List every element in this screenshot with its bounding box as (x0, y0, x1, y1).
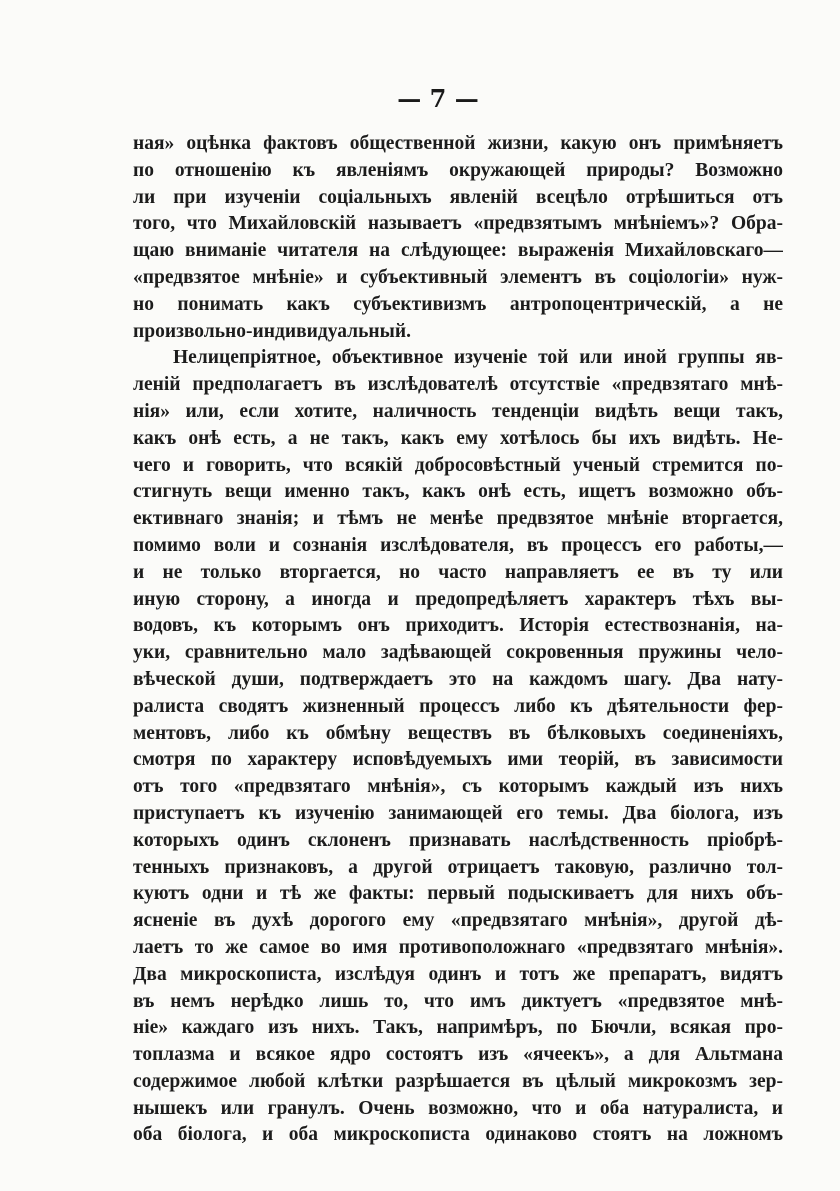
text-line: приступаетъ къ изученію занимающей его темы. Два біолога, изъ (133, 802, 783, 824)
text-line: стигнуть вещи именно такъ, какъ онѣ есть, ищетъ возможно объ- (133, 481, 783, 503)
text-line: оба біолога, и оба микроскописта одинаково стоятъ на ложномъ (133, 1124, 783, 1146)
text-line: ективнаго знанія; и тѣмъ не менѣе предвзятое мнѣніе вторгается, (133, 508, 783, 530)
text-line: смотря по характеру исповѣдуемыхъ ими теорій, въ зависимости (133, 749, 783, 771)
text-line: тенныхъ признаковъ, а другой отрицаетъ таковую, различно тол- (133, 856, 783, 878)
text-line: помимо воли и сознанія изслѣдователя, въ процессъ его работы,— (133, 534, 783, 556)
text-line: чего и говорить, что всякій добросовѣстный ученый стремится по- (133, 454, 783, 476)
page-body-text (133, 131, 783, 1149)
text-line: произвольно-индивидуальный. (133, 320, 411, 342)
text-line: ментовъ, либо къ обмѣну веществъ въ бѣлковыхъ соединеніяхъ, (133, 722, 783, 744)
text-line: ралиста сводятъ жизненный процессъ либо къ дѣятельности фер- (133, 695, 783, 717)
text-line: того, что Михайловскій называетъ «предвзятымъ мнѣніемъ»? Обра- (133, 213, 783, 235)
text-line: Два микроскописта, изслѣдуя одинъ и тотъ же препаратъ, видятъ (133, 963, 783, 985)
text-line: ніе» каждаго изъ нихъ. Такъ, напримѣръ, по Бючли, всякая про- (133, 1017, 783, 1039)
text-line: водовъ, къ которымъ онъ приходитъ. Исторія естествознанія, на- (133, 615, 783, 637)
text-line: и не только вторгается, но часто направляетъ ее въ ту или (133, 561, 783, 583)
page-number: — 7 — (397, 84, 479, 113)
text-line: леній предполагаетъ въ изслѣдователѣ отсутствіе «предвзятаго мнѣ- (133, 374, 783, 396)
text-line: топлазма и всякое ядро состоятъ изъ «ячеекъ», а для Альтмана (133, 1044, 783, 1066)
text-line: ясненіе въ духѣ дорогого ему «предвзятаго мнѣнія», другой дѣ- (133, 910, 783, 932)
text-line: лаетъ то же самое во имя противоположнаго «предвзятаго мнѣнія». (133, 936, 783, 958)
text-line: которыхъ одинъ склоненъ признавать наслѣдственность пріобрѣ- (133, 829, 783, 851)
text-line: вѣческой души, подтверждаетъ это на каждомъ шагу. Два нату- (133, 668, 783, 690)
text-line: какъ онѣ есть, а не такъ, какъ ему хотѣлось бы ихъ видѣть. Не- (133, 427, 783, 449)
text-line: но понимать какъ субъективизмъ антропоцентрическій, а не (133, 293, 783, 315)
text-line: уки, сравнительно мало задѣвающей сокровенныя пружины чело- (133, 642, 783, 664)
text-line: нія» или, если хотите, наличность тенденціи видѣть вещи такъ, (133, 400, 783, 422)
text-line: «предвзятое мнѣніе» и субъективный элементъ въ соціологіи» нуж- (133, 266, 783, 288)
text-line: въ немъ нерѣдко лишь то, что имъ диктуетъ «предвзятое мнѣ- (133, 990, 783, 1012)
text-line: содержимое любой клѣтки разрѣшается въ цѣлый микрокозмъ зер- (133, 1070, 783, 1092)
text-line: по отношенію къ явленіямъ окружающей природы? Возможно (133, 159, 783, 181)
text-line: нышекъ или гранулъ. Очень возможно, что и оба натуралиста, и (133, 1097, 783, 1119)
text-line: отъ того «предвзятаго мнѣнія», съ которымъ каждый изъ нихъ (133, 776, 783, 798)
text-line: ли при изученіи соціальныхъ явленій всецѣло отрѣшиться отъ (133, 186, 783, 208)
text-line: иную сторону, а иногда и предопредѣляетъ характеръ тѣхъ вы- (133, 588, 783, 610)
paragraph-first-line: Нелицепріятное, объективное изученіе той или иной группы яв- (173, 347, 783, 369)
text-line: щаю вниманіе читателя на слѣдующее: выраженія Михайловскаго— (133, 240, 783, 262)
text-line: ная» оцѣнка фактовъ общественной жизни, какую онъ примѣняетъ (133, 133, 783, 154)
text-line: куютъ одни и тѣ же факты: первый подыскиваетъ для нихъ объ- (133, 883, 783, 905)
